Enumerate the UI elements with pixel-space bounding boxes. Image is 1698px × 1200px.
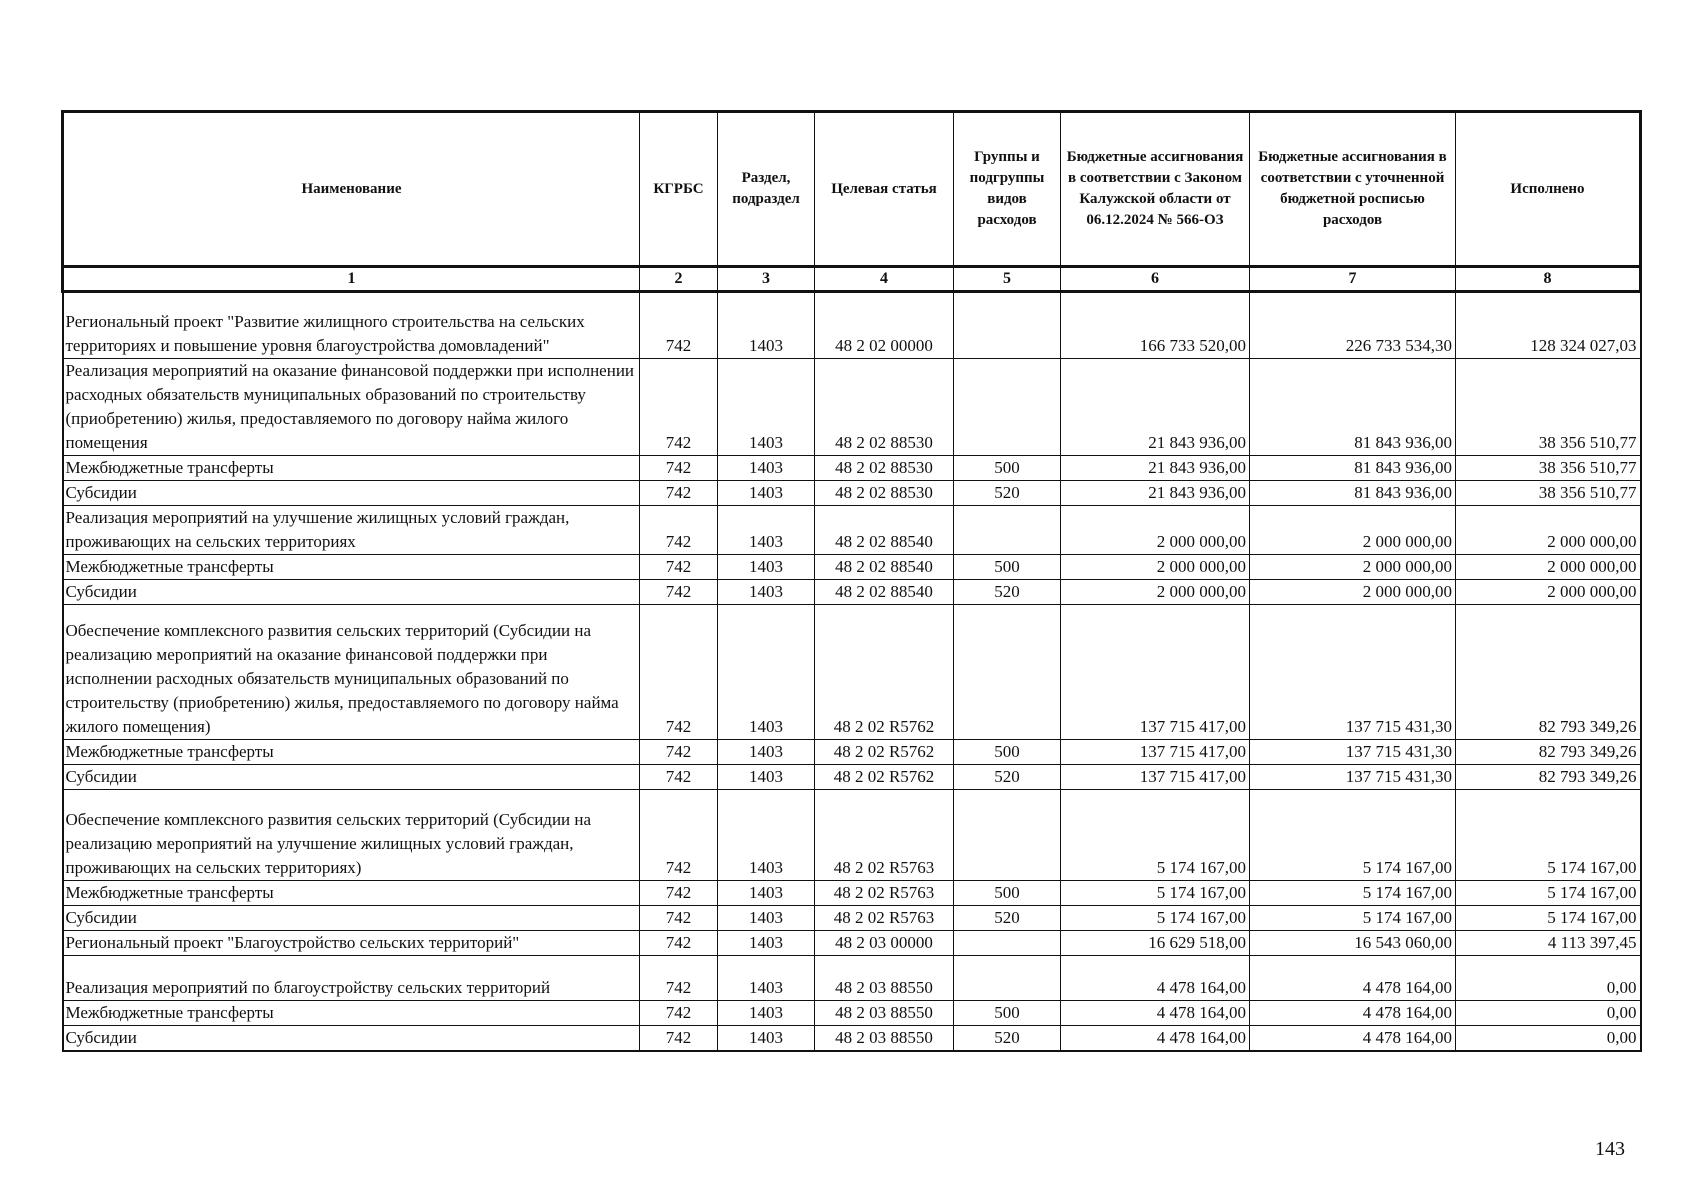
table-row [63,765,1641,790]
row-name: Межбюджетные трансферты [63,740,640,765]
row-refined-amount: 4 478 164,00 [1250,1001,1456,1026]
table-row [63,956,1641,1001]
row-target-article: 48 2 02 88530 [815,481,954,506]
table-row [63,605,1641,740]
column-number: 2 [640,267,718,292]
row-target-article: 48 2 02 R5763 [815,790,954,881]
row-kgrbs: 742 [640,506,718,555]
row-kgrbs: 742 [640,555,718,580]
column-number-row [63,267,1641,292]
header-section: Раздел, подраздел [718,112,815,267]
row-law-amount: 2 000 000,00 [1061,506,1250,555]
row-law-amount: 4 478 164,00 [1061,1026,1250,1052]
row-target-article: 48 2 03 88550 [815,1001,954,1026]
row-target-article: 48 2 02 R5763 [815,906,954,931]
header-target-article: Целевая статья [815,112,954,267]
row-target-article: 48 2 02 R5762 [815,765,954,790]
header-refined-appropriations: Бюджетные ассигнования в соответствии с уточненной бюджетной росписью расходов [1250,112,1456,267]
row-expense-group: 520 [954,481,1061,506]
row-name: Реализация мероприятий по благоустройству сельских территорий [63,956,640,1001]
row-kgrbs: 742 [640,765,718,790]
row-kgrbs: 742 [640,790,718,881]
header-executed: Исполнено [1456,112,1641,267]
row-refined-amount: 81 843 936,00 [1250,359,1456,456]
row-target-article: 48 2 02 R5763 [815,881,954,906]
row-section: 1403 [718,931,815,956]
row-target-article: 48 2 02 88540 [815,580,954,605]
row-law-amount: 5 174 167,00 [1061,881,1250,906]
row-name: Субсидии [63,580,640,605]
row-expense-group: 520 [954,765,1061,790]
row-section: 1403 [718,1026,815,1052]
row-name: Региональный проект "Развитие жилищного строительства на сельских территориях и повышение уровня благоустройства домовладений" [63,292,640,359]
row-name: Межбюджетные трансферты [63,1001,640,1026]
row-section: 1403 [718,956,815,1001]
row-refined-amount: 16 543 060,00 [1250,931,1456,956]
row-section: 1403 [718,881,815,906]
row-law-amount: 4 478 164,00 [1061,1001,1250,1026]
row-executed-amount: 0,00 [1456,1026,1641,1052]
row-kgrbs: 742 [640,481,718,506]
row-expense-group [954,605,1061,740]
row-refined-amount: 5 174 167,00 [1250,906,1456,931]
table-row [63,881,1641,906]
row-law-amount: 21 843 936,00 [1061,359,1250,456]
row-executed-amount: 2 000 000,00 [1456,555,1641,580]
row-refined-amount: 81 843 936,00 [1250,456,1456,481]
table-row [63,931,1641,956]
table-row [63,906,1641,931]
row-kgrbs: 742 [640,740,718,765]
row-section: 1403 [718,555,815,580]
row-law-amount: 16 629 518,00 [1061,931,1250,956]
table-row [63,359,1641,456]
column-number: 7 [1250,267,1456,292]
row-executed-amount: 82 793 349,26 [1456,605,1641,740]
row-section: 1403 [718,481,815,506]
row-refined-amount: 5 174 167,00 [1250,790,1456,881]
row-law-amount: 5 174 167,00 [1061,790,1250,881]
row-law-amount: 21 843 936,00 [1061,456,1250,481]
table-row [63,292,1641,359]
row-kgrbs: 742 [640,1026,718,1052]
row-law-amount: 137 715 417,00 [1061,605,1250,740]
table-row [63,790,1641,881]
row-section: 1403 [718,456,815,481]
row-expense-group [954,292,1061,359]
row-executed-amount: 2 000 000,00 [1456,506,1641,555]
row-name: Субсидии [63,1026,640,1052]
row-executed-amount: 0,00 [1456,1001,1641,1026]
row-expense-group: 520 [954,1026,1061,1052]
row-name: Субсидии [63,765,640,790]
row-kgrbs: 742 [640,359,718,456]
row-refined-amount: 5 174 167,00 [1250,881,1456,906]
row-expense-group: 500 [954,555,1061,580]
row-expense-group: 500 [954,1001,1061,1026]
row-name: Межбюджетные трансферты [63,881,640,906]
row-expense-group [954,359,1061,456]
row-kgrbs: 742 [640,456,718,481]
row-executed-amount: 5 174 167,00 [1456,790,1641,881]
row-section: 1403 [718,292,815,359]
row-executed-amount: 5 174 167,00 [1456,881,1641,906]
column-number: 5 [954,267,1061,292]
table-row [63,580,1641,605]
row-expense-group [954,956,1061,1001]
row-target-article: 48 2 02 88540 [815,506,954,555]
row-kgrbs: 742 [640,580,718,605]
budget-table [61,110,1642,1052]
row-section: 1403 [718,359,815,456]
row-section: 1403 [718,580,815,605]
header-kgrbs: КГРБС [640,112,718,267]
column-number: 1 [63,267,640,292]
row-expense-group: 520 [954,580,1061,605]
row-section: 1403 [718,740,815,765]
row-executed-amount: 38 356 510,77 [1456,481,1641,506]
row-kgrbs: 742 [640,292,718,359]
row-kgrbs: 742 [640,931,718,956]
header-expense-group: Группы и подгруппы видов расходов [954,112,1061,267]
row-refined-amount: 137 715 431,30 [1250,740,1456,765]
row-kgrbs: 742 [640,605,718,740]
column-number: 6 [1061,267,1250,292]
row-refined-amount: 4 478 164,00 [1250,956,1456,1001]
header-name: Наименование [63,112,640,267]
table-row [63,1026,1641,1052]
row-law-amount: 137 715 417,00 [1061,765,1250,790]
row-refined-amount: 137 715 431,30 [1250,605,1456,740]
row-executed-amount: 5 174 167,00 [1456,906,1641,931]
row-executed-amount: 38 356 510,77 [1456,359,1641,456]
row-executed-amount: 4 113 397,45 [1456,931,1641,956]
table-row [63,481,1641,506]
table-row [63,555,1641,580]
row-refined-amount: 4 478 164,00 [1250,1026,1456,1052]
row-name: Реализация мероприятий на оказание финансовой поддержки при исполнении расходных обязательств муниципальных образований по строительству (приобретению) жилья, предоставляемого по договору найма жилого помещения [63,359,640,456]
row-executed-amount: 0,00 [1456,956,1641,1001]
row-expense-group [954,790,1061,881]
row-section: 1403 [718,1001,815,1026]
row-name: Межбюджетные трансферты [63,456,640,481]
row-expense-group: 500 [954,881,1061,906]
row-kgrbs: 742 [640,1001,718,1026]
row-target-article: 48 2 02 R5762 [815,605,954,740]
row-target-article: 48 2 03 00000 [815,931,954,956]
row-executed-amount: 38 356 510,77 [1456,456,1641,481]
row-law-amount: 2 000 000,00 [1061,555,1250,580]
row-section: 1403 [718,506,815,555]
table-row [63,1001,1641,1026]
row-target-article: 48 2 03 88550 [815,1026,954,1052]
row-target-article: 48 2 02 88540 [815,555,954,580]
row-expense-group: 500 [954,740,1061,765]
row-expense-group [954,931,1061,956]
row-target-article: 48 2 02 R5762 [815,740,954,765]
row-section: 1403 [718,605,815,740]
column-number: 3 [718,267,815,292]
header-row [63,112,1641,267]
row-target-article: 48 2 03 88550 [815,956,954,1001]
row-name: Обеспечение комплексного развития сельских территорий (Субсидии на реализацию мероприятий на оказание финансовой поддержки при исполнении расходных обязательств муниципальных образований по строительству (приобретению) жилья, предоставляемого по договору найма жилого помещения) [63,605,640,740]
row-name: Субсидии [63,481,640,506]
row-expense-group: 500 [954,456,1061,481]
row-name: Межбюджетные трансферты [63,555,640,580]
row-kgrbs: 742 [640,881,718,906]
row-refined-amount: 137 715 431,30 [1250,765,1456,790]
row-executed-amount: 82 793 349,26 [1456,765,1641,790]
row-law-amount: 4 478 164,00 [1061,956,1250,1001]
row-expense-group: 520 [954,906,1061,931]
row-section: 1403 [718,790,815,881]
row-law-amount: 137 715 417,00 [1061,740,1250,765]
row-refined-amount: 2 000 000,00 [1250,580,1456,605]
row-refined-amount: 226 733 534,30 [1250,292,1456,359]
row-target-article: 48 2 02 88530 [815,456,954,481]
row-name: Обеспечение комплексного развития сельских территорий (Субсидии на реализацию мероприятий на улучшение жилищных условий граждан, проживающих на сельских территориях) [63,790,640,881]
row-law-amount: 21 843 936,00 [1061,481,1250,506]
table-row [63,456,1641,481]
row-section: 1403 [718,765,815,790]
row-expense-group [954,506,1061,555]
row-name: Субсидии [63,906,640,931]
row-refined-amount: 2 000 000,00 [1250,506,1456,555]
table-body [63,292,1641,1052]
table-row [63,740,1641,765]
row-law-amount: 2 000 000,00 [1061,580,1250,605]
column-number: 8 [1456,267,1641,292]
row-target-article: 48 2 02 00000 [815,292,954,359]
row-target-article: 48 2 02 88530 [815,359,954,456]
row-law-amount: 5 174 167,00 [1061,906,1250,931]
row-name: Региональный проект "Благоустройство сельских территорий" [63,931,640,956]
row-section: 1403 [718,906,815,931]
row-kgrbs: 742 [640,906,718,931]
row-executed-amount: 82 793 349,26 [1456,740,1641,765]
page-number: 143 [1595,1138,1625,1160]
row-name: Реализация мероприятий на улучшение жилищных условий граждан, проживающих на сельских территориях [63,506,640,555]
column-number: 4 [815,267,954,292]
row-kgrbs: 742 [640,956,718,1001]
row-executed-amount: 2 000 000,00 [1456,580,1641,605]
row-refined-amount: 81 843 936,00 [1250,481,1456,506]
row-refined-amount: 2 000 000,00 [1250,555,1456,580]
row-executed-amount: 128 324 027,03 [1456,292,1641,359]
table-row [63,506,1641,555]
row-law-amount: 166 733 520,00 [1061,292,1250,359]
header-law-appropriations: Бюджетные ассигнования в соответствии с Законом Калужской области от 06.12.2024 № 566-ОЗ [1061,112,1250,267]
